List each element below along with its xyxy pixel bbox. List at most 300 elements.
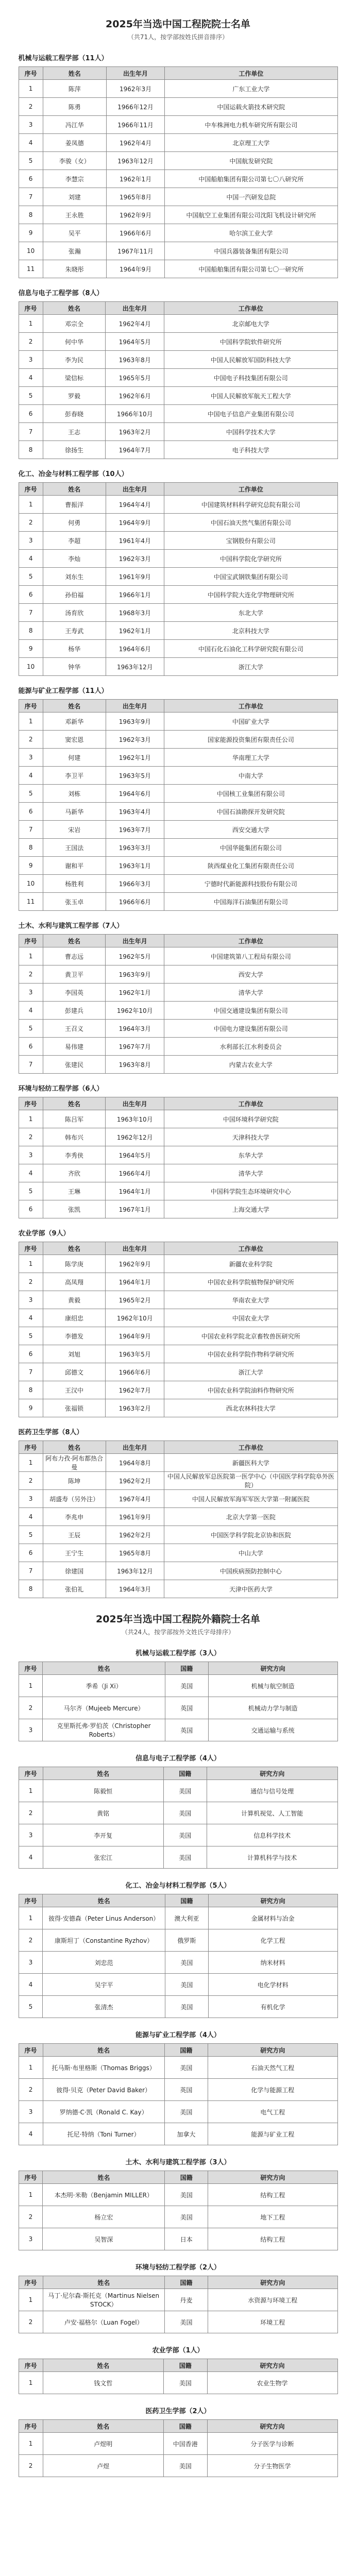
table-row xyxy=(19,1399,337,1417)
column-header: 序号 xyxy=(19,1662,43,1675)
table-cell: 4 xyxy=(19,1309,43,1327)
table-row xyxy=(19,2101,337,2123)
table-row xyxy=(19,1544,337,1562)
table-cell: 朱晓彤 xyxy=(43,260,106,278)
column-header: 序号 xyxy=(19,1242,43,1255)
column-header: 序号 xyxy=(19,2359,43,2372)
table-row xyxy=(19,1164,337,1182)
table-cell: 张宏江 xyxy=(43,1846,163,1869)
section-heading: 医药卫生学部（8人） xyxy=(18,1429,83,1436)
column-header: 国籍 xyxy=(163,1767,207,1780)
table-cell: 刘东生 xyxy=(43,568,106,586)
section-heading: 医药卫生学部（2人） xyxy=(145,2408,211,2415)
table-body xyxy=(19,1454,337,1598)
table-cell: 东华大学 xyxy=(164,1146,337,1164)
column-header: 姓名 xyxy=(43,302,106,315)
table-cell: 9 xyxy=(19,640,43,658)
part-divider xyxy=(19,1598,338,1612)
column-header: 姓名 xyxy=(43,1242,106,1255)
table-cell: 何勇 xyxy=(43,514,106,532)
foreign-subtitle: （共24人，按学部按外文姓氏字母排序） xyxy=(121,1629,235,1636)
table-cell: 6 xyxy=(19,586,43,604)
section-heading: 化工、冶金与材料工程学部（10人） xyxy=(18,470,128,478)
roster-table xyxy=(19,934,338,1074)
table-cell: 1 xyxy=(19,1780,43,1802)
table-header xyxy=(19,1894,337,1907)
table-cell: 3 xyxy=(19,1952,43,1974)
table-cell: 美国 xyxy=(165,1996,208,2018)
table-cell: 化学工程 xyxy=(208,1929,337,1952)
table-cell: 中国航空工业集团有限公司沈阳飞机设计研究所 xyxy=(165,206,337,224)
header-row xyxy=(19,2420,337,2433)
table-header xyxy=(19,1097,337,1110)
table-cell: 黄毅 xyxy=(43,1291,106,1309)
table-header xyxy=(19,2044,337,2057)
table-row xyxy=(19,369,337,387)
table-row xyxy=(19,893,337,911)
column-header: 序号 xyxy=(19,1767,43,1780)
table-cell: 彭建兵 xyxy=(43,1002,106,1020)
roster-table xyxy=(19,1767,338,1869)
table-cell: 4 xyxy=(19,550,43,568)
table-cell: 4 xyxy=(19,1974,43,1996)
foreign-academician-list xyxy=(19,1648,338,2477)
table-cell: 杨胜利 xyxy=(43,875,106,893)
table-cell: 中国农业科学院作物科学研究所 xyxy=(164,1345,337,1363)
header-row xyxy=(19,935,337,947)
table-cell: 1962年2月 xyxy=(106,1472,164,1490)
table-row xyxy=(19,514,337,532)
table-cell: 3 xyxy=(19,749,43,767)
table-cell: 天津科技大学 xyxy=(164,1128,337,1146)
table-cell: 黄铭 xyxy=(43,1802,163,1824)
table-row xyxy=(19,2311,337,2333)
table-cell: 机械与航空制造 xyxy=(208,1675,337,1697)
table-row xyxy=(19,1273,337,1291)
table-cell: 3 xyxy=(19,984,43,1002)
table-row xyxy=(19,658,337,676)
table-cell: 张凯 xyxy=(43,1200,106,1218)
table-cell: 窦宏恩 xyxy=(43,731,106,749)
table-cell: 天津中医药大学 xyxy=(164,1580,337,1598)
table-row xyxy=(19,206,337,224)
table-cell: 中国环境科学研究院 xyxy=(164,1110,337,1128)
table-cell: 美国 xyxy=(165,2184,208,2206)
table-cell: 1962年3月 xyxy=(106,550,164,568)
table-cell: 陈萍 xyxy=(43,80,106,98)
column-header: 姓名 xyxy=(43,483,106,496)
table-cell: 1965年8月 xyxy=(106,1544,164,1562)
table-cell: 1962年3月 xyxy=(106,731,164,749)
table-row xyxy=(19,260,337,278)
table-cell: 黄卫平 xyxy=(43,965,106,984)
table-header xyxy=(19,1767,337,1780)
table-row xyxy=(19,532,337,550)
table-cell: 何建 xyxy=(43,749,106,767)
table-cell: 7 xyxy=(19,423,43,441)
table-header xyxy=(19,2420,337,2433)
table-cell: 通信与信号处理 xyxy=(207,1780,337,1802)
table-cell: 康绍忠 xyxy=(43,1309,106,1327)
table-cell: 1962年1月 xyxy=(106,749,164,767)
table-cell: 1964年5月 xyxy=(106,333,164,351)
table-cell: 彼得·安德森（Peter Linus Anderson） xyxy=(43,1907,165,1929)
column-header: 姓名 xyxy=(43,67,106,80)
column-header: 出生年月 xyxy=(106,935,164,947)
column-header: 研究方向 xyxy=(207,1767,337,1780)
table-cell: 中国运载火箭技术研究院 xyxy=(165,98,337,116)
column-header: 姓名 xyxy=(43,2171,165,2184)
table-cell: 1962年9月 xyxy=(106,206,164,224)
table-header xyxy=(19,1441,337,1454)
table-cell: 分子生物医学 xyxy=(207,2455,337,2477)
table-cell: 中国交通建设集团有限公司 xyxy=(164,1002,337,1020)
table-cell: 1964年1月 xyxy=(106,1182,164,1200)
table-cell: 西北农林科技大学 xyxy=(164,1399,337,1417)
table-cell: 邱德文 xyxy=(43,1363,106,1381)
table-cell: 华南农业大学 xyxy=(164,1291,337,1309)
table-cell: 1963年7月 xyxy=(106,821,164,839)
table-cell: 1962年7月 xyxy=(106,1381,164,1399)
table-cell: 电气工程 xyxy=(208,2101,337,2123)
table-cell: 3 xyxy=(19,1490,43,1508)
table-cell: 1961年9月 xyxy=(106,568,164,586)
table-cell: 姜凤德 xyxy=(43,134,106,152)
table-row xyxy=(19,2289,337,2311)
header-row xyxy=(19,1767,337,1780)
table-cell: 罗纳德·C·凯（Ronald C. Kay） xyxy=(43,2101,164,2123)
table-cell: 4 xyxy=(19,1846,43,1869)
table-cell: 英国 xyxy=(165,1719,208,1741)
table-row xyxy=(19,333,337,351)
table-row xyxy=(19,1562,337,1580)
table-cell: 卢安·福格尔（Luan Fogel） xyxy=(43,2311,164,2333)
table-body xyxy=(19,2372,337,2394)
table-cell: 英国 xyxy=(164,2079,208,2101)
column-header: 工作单位 xyxy=(164,483,337,496)
table-cell: 高凤翔 xyxy=(43,1273,106,1291)
table-cell: 1964年4月 xyxy=(106,496,164,514)
column-header: 姓名 xyxy=(43,1767,163,1780)
table-cell: 马尔齐（Mujeeb Mercure） xyxy=(43,1697,165,1719)
table-cell: 清华大学 xyxy=(164,984,337,1002)
table-row xyxy=(19,242,337,260)
table-cell: 1965年8月 xyxy=(106,188,164,206)
table-header xyxy=(19,2171,337,2184)
table-cell: 阿布力孜·阿布都热合曼 xyxy=(43,1454,106,1472)
table-cell: 邓宗全 xyxy=(43,315,106,333)
table-row xyxy=(19,1508,337,1526)
table-cell: 1 xyxy=(19,2433,43,2455)
table-body xyxy=(19,496,337,676)
table-cell: 王琳 xyxy=(43,1182,106,1200)
table-cell: 李国英 xyxy=(43,984,106,1002)
table-cell: 电子科技大学 xyxy=(164,441,337,459)
table-row xyxy=(19,423,337,441)
table-cell: 克里斯托弗·罗伯茨（Christopher Roberts） xyxy=(43,1719,165,1741)
table-cell: 1 xyxy=(19,2372,43,2394)
table-cell: 2 xyxy=(19,965,43,984)
table-row xyxy=(19,749,337,767)
table-row xyxy=(19,170,337,188)
table-cell: 哈尔滨工业大学 xyxy=(165,224,337,242)
table-cell: 徐扬生 xyxy=(43,441,106,459)
column-header: 国籍 xyxy=(164,2044,208,2057)
table-cell: 2 xyxy=(19,1273,43,1291)
table-cell: 1 xyxy=(19,2184,43,2206)
document xyxy=(19,0,338,2477)
table-cell: 计算机视觉、人工智能 xyxy=(207,1802,337,1824)
header-row xyxy=(19,302,337,315)
header-row xyxy=(19,67,337,80)
table-cell: 1962年4月 xyxy=(106,315,164,333)
table-cell: 冯江华 xyxy=(43,116,106,134)
table-cell: 陈勇 xyxy=(43,98,106,116)
table-row xyxy=(19,1952,337,1974)
table-cell: 电化学材料 xyxy=(208,1974,337,1996)
table-cell: 中国科学院大连化学物理研究所 xyxy=(164,586,337,604)
column-header: 序号 xyxy=(19,1441,43,1454)
table-cell: 5 xyxy=(19,1327,43,1345)
table-cell: 2 xyxy=(19,98,43,116)
table-cell: 1966年4月 xyxy=(106,1164,164,1182)
table-cell: 新疆医科大学 xyxy=(164,1454,337,1472)
table-body xyxy=(19,1675,337,1741)
table-cell: 李为民 xyxy=(43,351,106,369)
roster-table xyxy=(19,2419,338,2477)
table-row xyxy=(19,1802,337,1824)
table-cell: 北京邮电大学 xyxy=(164,315,337,333)
table-cell: 1962年6月 xyxy=(106,387,164,405)
table-row xyxy=(19,2057,337,2079)
table-cell: 中国人民解放军总医院第一医学中心（中国医学科学院阜外医院） xyxy=(164,1472,337,1490)
table-cell: 9 xyxy=(19,1399,43,1417)
column-header: 研究方向 xyxy=(208,1894,337,1907)
table-cell: 1962年1月 xyxy=(106,984,164,1002)
table-cell: 3 xyxy=(19,1824,43,1846)
column-header: 序号 xyxy=(19,67,43,80)
table-cell: 1963年8月 xyxy=(106,1056,164,1074)
table-cell: 刘建 xyxy=(43,188,106,206)
column-header: 国籍 xyxy=(164,2276,208,2289)
table-cell: 1 xyxy=(19,1675,43,1697)
table-cell: 信息科学技术 xyxy=(207,1824,337,1846)
table-cell: 1964年7月 xyxy=(106,441,164,459)
table-cell: 1962年12月 xyxy=(106,1128,164,1146)
table-row xyxy=(19,405,337,423)
table-cell: 地下工程 xyxy=(208,2206,337,2228)
table-cell: 中国科学院软件研究所 xyxy=(164,333,337,351)
table-row xyxy=(19,568,337,586)
table-row xyxy=(19,1824,337,1846)
table-cell: 美国 xyxy=(163,2455,207,2477)
table-body xyxy=(19,2289,337,2333)
table-cell: 上海交通大学 xyxy=(164,1200,337,1218)
section-heading: 农业学部（1人） xyxy=(152,2347,204,2354)
column-header: 工作单位 xyxy=(164,935,337,947)
table-cell: 美国 xyxy=(164,2101,208,2123)
table-cell: 王寿武 xyxy=(43,622,106,640)
section-heading: 机械与运载工程学部（3人） xyxy=(135,1650,221,1657)
table-cell: 1 xyxy=(19,496,43,514)
table-row xyxy=(19,188,337,206)
table-row xyxy=(19,984,337,1002)
table-cell: 广东工业大学 xyxy=(165,80,337,98)
table-cell: 李秀侠 xyxy=(43,1146,106,1164)
table-cell: 北京大学第一医院 xyxy=(164,1508,337,1526)
table-row xyxy=(19,152,337,170)
table-row xyxy=(19,1996,337,2018)
column-header: 工作单位 xyxy=(165,67,337,80)
table-cell: 3 xyxy=(19,1719,43,1741)
column-header: 姓名 xyxy=(43,935,106,947)
table-cell: 中国电子科技集团有限公司 xyxy=(164,369,337,387)
table-cell: 易伟建 xyxy=(43,1038,106,1056)
table-cell: 5 xyxy=(19,568,43,586)
table-cell: 1963年12月 xyxy=(106,1562,164,1580)
table-cell: 中车株洲电力机车研究所有限公司 xyxy=(165,116,337,134)
roster-table xyxy=(19,1097,338,1218)
table-cell: 北京理工大学 xyxy=(165,134,337,152)
table-cell: 7 xyxy=(19,188,43,206)
table-body xyxy=(19,1255,337,1417)
table-row xyxy=(19,2206,337,2228)
column-header: 出生年月 xyxy=(106,67,164,80)
table-cell: 1962年10月 xyxy=(106,1002,164,1020)
table-cell: 1963年2月 xyxy=(106,423,164,441)
table-cell: 托马斯·布里格斯（Thomas Briggs） xyxy=(43,2057,164,2079)
table-cell: 3 xyxy=(19,1291,43,1309)
table-cell: 中国香港 xyxy=(163,2433,207,2455)
table-cell: 本杰明·米勒（Benjamin MILLER） xyxy=(43,2184,165,2206)
table-cell: 马新华 xyxy=(43,803,106,821)
roster-table xyxy=(19,2276,338,2333)
column-header: 姓名 xyxy=(43,1894,165,1907)
table-cell: 俄罗斯 xyxy=(165,1929,208,1952)
table-cell: 1966年6月 xyxy=(106,224,164,242)
table-body xyxy=(19,947,337,1074)
foreign-title: 2025年当选中国工程院外籍院士名单 xyxy=(96,1614,260,1625)
table-cell: 1962年1月 xyxy=(106,170,164,188)
table-cell: 6 xyxy=(19,1200,43,1218)
table-cell: 美国 xyxy=(163,1846,207,1869)
table-row xyxy=(19,1020,337,1038)
column-header: 姓名 xyxy=(43,2359,163,2372)
table-header xyxy=(19,935,337,947)
table-cell: 刘栋 xyxy=(43,785,106,803)
roster-table xyxy=(19,1242,338,1417)
table-cell: 何中华 xyxy=(43,333,106,351)
table-row xyxy=(19,351,337,369)
table-cell: 浙江大学 xyxy=(164,1363,337,1381)
table-cell: 3 xyxy=(19,116,43,134)
table-row xyxy=(19,2433,337,2455)
header-row xyxy=(19,1894,337,1907)
table-cell: 9 xyxy=(19,224,43,242)
table-cell: 王召义 xyxy=(43,1020,106,1038)
table-cell: 马丁·尼尔森·斯托克（Martinus Nielsen STOCK） xyxy=(43,2289,164,2311)
table-cell: 6 xyxy=(19,803,43,821)
academician-list xyxy=(19,53,338,1598)
table-cell: 2 xyxy=(19,1697,43,1719)
table-cell: 5 xyxy=(19,1996,43,2018)
table-cell: 1963年5月 xyxy=(106,767,164,785)
table-cell: 加拿大 xyxy=(164,2123,208,2145)
table-row xyxy=(19,1526,337,1544)
table-row xyxy=(19,767,337,785)
roster-table xyxy=(19,1662,338,1741)
table-row xyxy=(19,1038,337,1056)
table-cell: 交通运输与系统 xyxy=(208,1719,337,1741)
section-heading: 信息与电子工程学部（4人） xyxy=(135,1755,221,1762)
table-row xyxy=(19,2123,337,2145)
table-cell: 孙伯福 xyxy=(43,586,106,604)
table-row xyxy=(19,875,337,893)
column-header: 序号 xyxy=(19,1894,43,1907)
column-header: 研究方向 xyxy=(208,2171,337,2184)
table-row xyxy=(19,1056,337,1074)
table-cell: 钟华 xyxy=(43,658,106,676)
table-cell: 美国 xyxy=(164,2057,208,2079)
table-cell: 曹志远 xyxy=(43,947,106,965)
column-header: 序号 xyxy=(19,1097,43,1110)
table-cell: 8 xyxy=(19,1580,43,1598)
table-row xyxy=(19,821,337,839)
table-row xyxy=(19,1291,337,1309)
table-cell: 机械动力学与制造 xyxy=(208,1697,337,1719)
table-cell: 7 xyxy=(19,604,43,622)
roster-table xyxy=(19,1440,338,1598)
table-cell: 7 xyxy=(19,1056,43,1074)
table-cell: 中国建筑材料科学研究总院有限公司 xyxy=(164,496,337,514)
table-cell: 1967年4月 xyxy=(106,1490,164,1508)
table-cell: 1964年1月 xyxy=(106,1273,164,1291)
table-cell: 1964年6月 xyxy=(106,785,164,803)
column-header: 姓名 xyxy=(43,700,106,713)
table-row xyxy=(19,803,337,821)
table-body xyxy=(19,713,337,911)
table-row xyxy=(19,1381,337,1399)
table-cell: 李骏（女） xyxy=(43,152,106,170)
table-cell: 1964年6月 xyxy=(106,640,164,658)
table-cell: 张玉卓 xyxy=(43,893,106,911)
table-header xyxy=(19,700,337,713)
table-cell: 王汉中 xyxy=(43,1381,106,1399)
table-cell: 4 xyxy=(19,134,43,152)
table-cell: 托尼·特纳（Toni Turner） xyxy=(43,2123,164,2145)
table-cell: 浙江大学 xyxy=(164,658,337,676)
table-cell: 3 xyxy=(19,2228,43,2250)
table-cell: 彭春晓 xyxy=(43,405,106,423)
table-header xyxy=(19,67,337,80)
table-row xyxy=(19,1255,337,1273)
table-cell: 11 xyxy=(19,893,43,911)
table-header xyxy=(19,2276,337,2289)
table-cell: 卢煜明 xyxy=(43,2433,163,2455)
table-cell: 4 xyxy=(19,1508,43,1526)
table-cell: 中国科学院生态环境研究中心 xyxy=(164,1182,337,1200)
table-cell: 1962年4月 xyxy=(106,134,164,152)
table-row xyxy=(19,1454,337,1472)
table-cell: 7 xyxy=(19,1562,43,1580)
table-row xyxy=(19,1719,337,1741)
table-cell: 4 xyxy=(19,1164,43,1182)
column-header: 研究方向 xyxy=(207,2420,337,2433)
table-cell: 1963年4月 xyxy=(106,803,164,821)
table-cell: 罗毅 xyxy=(43,387,106,405)
table-cell: 结构工程 xyxy=(208,2228,337,2250)
table-cell: 1962年2月 xyxy=(106,1526,164,1544)
